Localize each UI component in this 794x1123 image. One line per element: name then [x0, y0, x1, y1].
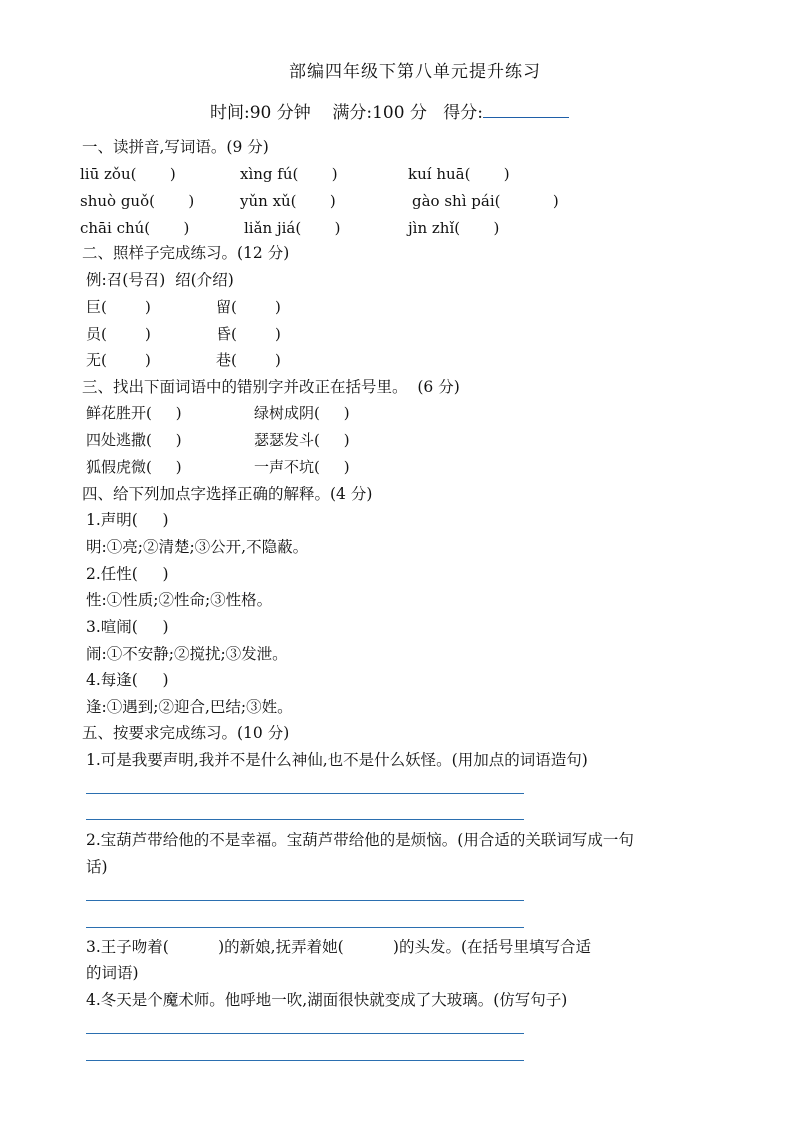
- word-item[interactable]: 员( ): [86, 325, 151, 343]
- pinyin-item[interactable]: liū zǒu( ): [80, 165, 176, 183]
- word-item[interactable]: 昏( ): [216, 325, 281, 343]
- pinyin-item[interactable]: xìng fú( ): [240, 165, 338, 183]
- typo-item[interactable]: 瑟瑟发斗( ): [254, 431, 350, 449]
- answer-line[interactable]: [86, 819, 524, 820]
- section-5-heading: 五、按要求完成练习。(10 分): [82, 724, 290, 742]
- time-label: 时间:90 分钟: [210, 103, 311, 123]
- question-line[interactable]: 3.喧闹( ): [86, 618, 169, 636]
- score-label: 得分:: [443, 103, 483, 123]
- section-1-heading: 一、读拼音,写词语。(9 分): [82, 138, 269, 156]
- score-blank[interactable]: [483, 101, 569, 118]
- word-item[interactable]: 巨( ): [86, 298, 151, 316]
- question-text: 的词语): [86, 964, 139, 982]
- question-line[interactable]: 4.每逢( ): [86, 671, 169, 689]
- pinyin-item[interactable]: chāi chú( ): [80, 219, 190, 237]
- typo-item[interactable]: 绿树成阴( ): [254, 404, 350, 422]
- example-line: 例:召(号召) 绍(介绍): [86, 271, 234, 289]
- pinyin-item[interactable]: yǔn xǔ( ): [240, 192, 336, 210]
- pinyin-item[interactable]: jìn zhǐ( ): [408, 219, 500, 237]
- answer-line[interactable]: [86, 1060, 524, 1061]
- word-item[interactable]: 留( ): [216, 298, 281, 316]
- question-line[interactable]: 1.声明( ): [86, 511, 169, 529]
- question-text: 话): [86, 858, 108, 876]
- question-line[interactable]: 2.任性( ): [86, 565, 169, 583]
- answer-line[interactable]: [86, 900, 524, 901]
- answer-line[interactable]: [86, 927, 524, 928]
- word-item[interactable]: 无( ): [86, 351, 151, 369]
- exam-meta: [210, 98, 569, 123]
- question-text[interactable]: 3.王子吻着( )的新娘,抚弄着她( )的头发。(在括号里填写合适: [86, 938, 591, 956]
- pinyin-item[interactable]: shuò guǒ( ): [80, 192, 195, 210]
- option-line: 明:①亮;②清楚;③公开,不隐蔽。: [86, 538, 309, 556]
- page-title: 部编四年级下第八单元提升练习: [289, 62, 541, 82]
- full-score-label: 满分:100 分: [332, 103, 427, 123]
- pinyin-item[interactable]: gào shì pái( ): [412, 192, 559, 210]
- pinyin-item[interactable]: kuí huā( ): [408, 165, 510, 183]
- option-line: 性:①性质;②性命;③性格。: [86, 591, 273, 609]
- answer-line[interactable]: [86, 1033, 524, 1034]
- question-text: 4.冬天是个魔术师。他呼地一吹,湖面很快就变成了大玻璃。(仿写句子): [86, 991, 568, 1009]
- question-text: 2.宝葫芦带给他的不是幸福。宝葫芦带给他的是烦恼。(用合适的关联词写成一句: [86, 831, 634, 849]
- typo-item[interactable]: 狐假虎微( ): [86, 458, 182, 476]
- word-item[interactable]: 巷( ): [216, 351, 281, 369]
- typo-item[interactable]: 四处逃撒( ): [86, 431, 182, 449]
- answer-line[interactable]: [86, 793, 524, 794]
- pinyin-item[interactable]: liǎn jiá( ): [244, 219, 341, 237]
- section-3-heading: 三、找出下面词语中的错别字并改正在括号里。 (6 分): [82, 378, 460, 396]
- typo-item[interactable]: 一声不坑( ): [254, 458, 350, 476]
- option-line: 逢:①遇到;②迎合,巴结;③姓。: [86, 698, 293, 716]
- section-4-heading: 四、给下列加点字选择正确的解释。(4 分): [82, 485, 373, 503]
- option-line: 闹:①不安静;②搅扰;③发泄。: [86, 645, 288, 663]
- question-text: 1.可是我要声明,我并不是什么神仙,也不是什么妖怪。(用加点的词语造句): [86, 751, 588, 769]
- section-2-heading: 二、照样子完成练习。(12 分): [82, 244, 290, 262]
- typo-item[interactable]: 鲜花胜开( ): [86, 404, 182, 422]
